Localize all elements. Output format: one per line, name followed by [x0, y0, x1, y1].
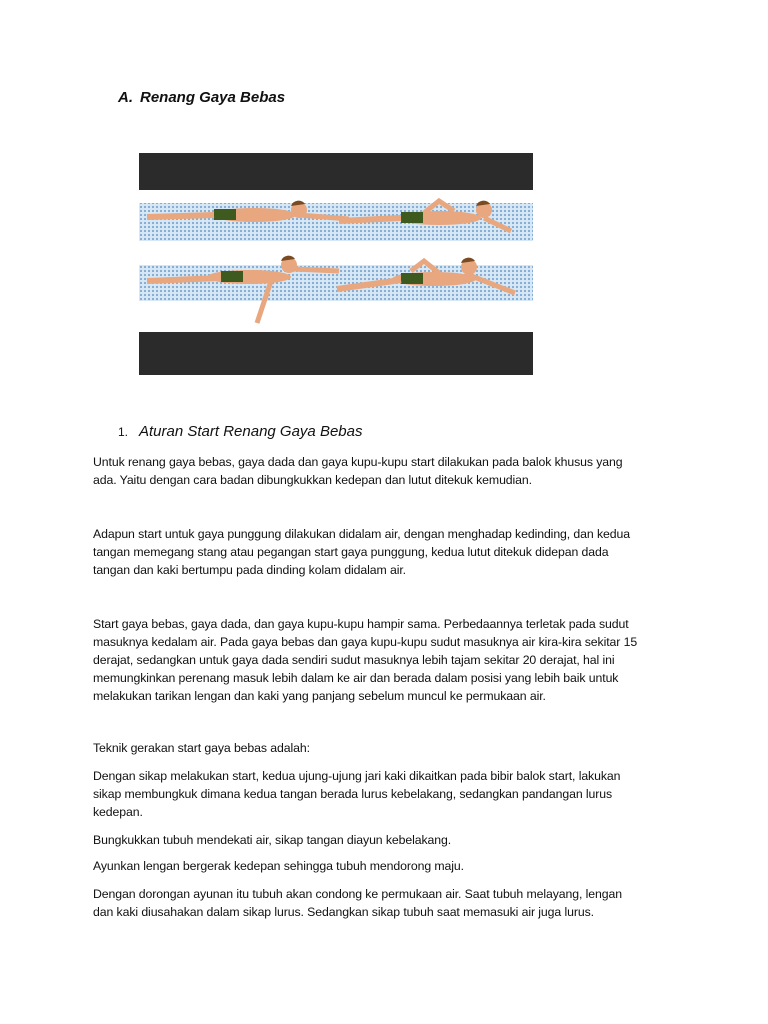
- text-line: Dengan sikap melakukan start, kedua ujung-ujung jari kaki dikaitkan pada bibir balok start, lakukan: [93, 769, 621, 783]
- section-number: A.: [118, 89, 133, 106]
- text-line: Dengan dorongan ayunan itu tubuh akan condong ke permukaan air. Saat tubuh melayang, lengan: [93, 887, 622, 901]
- subsection-heading: [118, 423, 362, 440]
- text-line: tangan memegang stang atau pegangan start gaya punggung, kedua lutut ditekuk didepan dada: [93, 545, 609, 559]
- subsection-title: Aturan Start Renang Gaya Bebas: [139, 423, 363, 440]
- text-line: ada. Yaitu dengan cara badan dibungkukkan kedepan dan lutut ditekuk kemudian.: [93, 473, 532, 487]
- text-line: derajat, sedangkan untuk gaya dada sendiri sudut masuknya lebih tajam sekitar 20 derajat, hal ini: [93, 653, 615, 667]
- paragraph: [93, 739, 310, 757]
- swimmers-image: [139, 153, 533, 375]
- text-line: kedepan.: [93, 805, 143, 819]
- text-line: memungkinkan perenang masuk lebih dalam ke air dan berada dalam posisi yang lebih baik untuk: [93, 671, 619, 685]
- text-line: sikap membungkuk dimana kedua tangan berada lurus kebelakang, sedangkan pandangan lurus: [93, 787, 613, 801]
- swimming-illustration: [139, 153, 533, 375]
- section-title: Renang Gaya Bebas: [140, 89, 286, 106]
- text-line: masuknya kedalam air. Pada gaya bebas dan gaya kupu-kupu sudut masuknya air kira-kira sekitar 15: [93, 635, 638, 649]
- paragraph: [93, 885, 622, 921]
- paragraph: [93, 525, 630, 579]
- text-line: Untuk renang gaya bebas, gaya dada dan gaya kupu-kupu start dilakukan pada balok khusus yang: [93, 455, 623, 469]
- text-line: Start gaya bebas, gaya dada, dan gaya kupu-kupu hampir sama. Perbedaannya terletak pada sudut: [93, 617, 629, 631]
- text-line: dan kaki diusahakan dalam sikap lurus. Sedangkan sikap tubuh saat memasuki air juga lurus.: [93, 905, 594, 919]
- text-line: Ayunkan lengan bergerak kedepan sehingga tubuh mendorong maju.: [93, 859, 464, 873]
- text-line: melakukan tarikan lengan dan kaki yang panjang sebelum muncul ke permukaan air.: [93, 689, 546, 703]
- section-heading: [118, 89, 285, 106]
- text-line: Teknik gerakan start gaya bebas adalah:: [93, 741, 310, 755]
- paragraph: [93, 453, 623, 489]
- paragraph: [93, 615, 637, 705]
- paragraph: [93, 857, 464, 875]
- paragraph: [93, 831, 451, 849]
- text-line: tangan dan kaki bertumpu pada dinding kolam didalam air.: [93, 563, 406, 577]
- text-line: Adapun start untuk gaya punggung dilakukan didalam air, dengan menghadap kedinding, dan kedua: [93, 527, 630, 541]
- subsection-number: 1.: [118, 425, 129, 439]
- paragraph: [93, 767, 620, 821]
- text-line: Bungkukkan tubuh mendekati air, sikap tangan diayun kebelakang.: [93, 833, 452, 847]
